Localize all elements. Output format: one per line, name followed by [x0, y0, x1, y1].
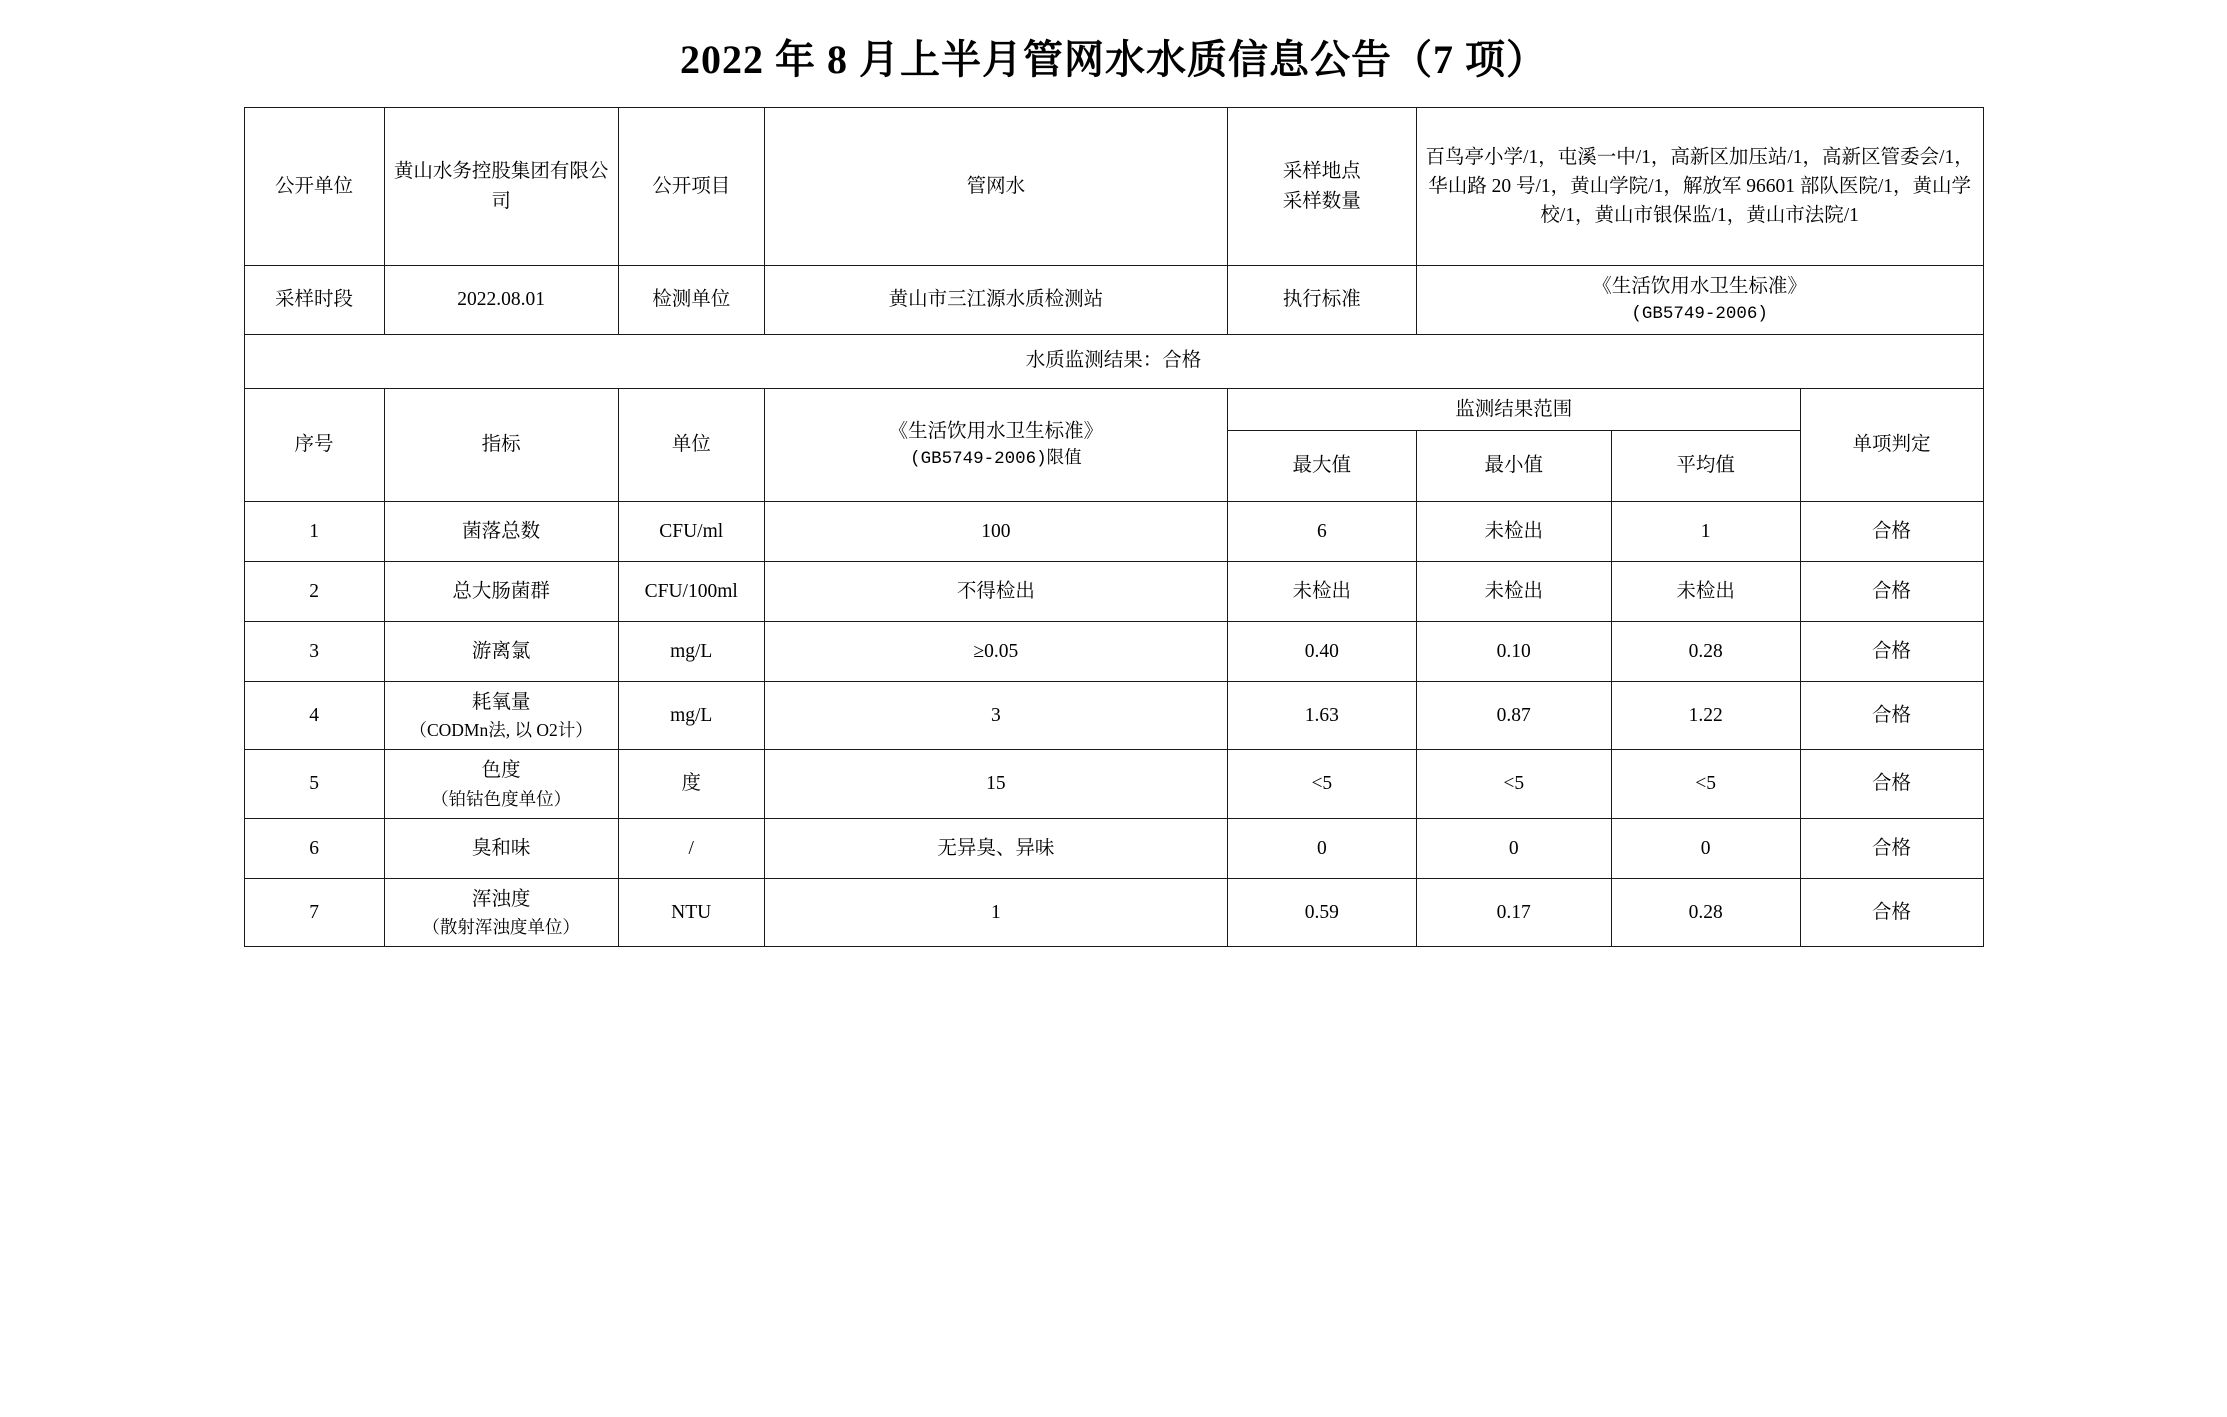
table-row: [244, 878, 1983, 947]
cell-indicator: [384, 878, 618, 947]
cell-indicator: 游离氯: [384, 621, 618, 681]
table-row: [244, 501, 1983, 561]
cell-indicator: [384, 681, 618, 750]
project-value: 管网水: [764, 108, 1227, 266]
cell-verdict: 合格: [1800, 621, 1983, 681]
sampling-site-label: [1227, 108, 1416, 266]
col-header-limit-line2: (GB5749-2006)限值: [910, 449, 1082, 470]
cell-verdict: 合格: [1800, 750, 1983, 819]
cell-avg: 未检出: [1611, 561, 1800, 621]
table-row: [244, 334, 1983, 388]
table-row: [244, 561, 1983, 621]
cell-index: 5: [244, 750, 384, 819]
cell-limit: 无异臭、异味: [764, 818, 1227, 878]
cell-min: <5: [1416, 750, 1611, 819]
discloser-value: 黄山水务控股集团有限公司: [384, 108, 618, 266]
cell-avg: 0: [1611, 818, 1800, 878]
cell-indicator-main: 浑浊度: [471, 888, 531, 910]
period-value: 2022.08.01: [384, 266, 618, 335]
cell-index: 4: [244, 681, 384, 750]
cell-min: 0.87: [1416, 681, 1611, 750]
col-header-limit-line1: 《生活饮用水卫生标准》: [888, 420, 1104, 442]
col-header-indicator: 指标: [384, 388, 618, 501]
table-row: [244, 621, 1983, 681]
cell-max: 1.63: [1227, 681, 1416, 750]
cell-limit: 100: [764, 501, 1227, 561]
cell-avg: 0.28: [1611, 878, 1800, 947]
cell-min: 未检出: [1416, 501, 1611, 561]
cell-limit: 1: [764, 878, 1227, 947]
cell-indicator-note: （CODMn法, 以 O2计）: [409, 720, 593, 740]
cell-max: 0.59: [1227, 878, 1416, 947]
cell-limit: 15: [764, 750, 1227, 819]
col-header-max: 最大值: [1227, 430, 1416, 501]
cell-verdict: 合格: [1800, 561, 1983, 621]
cell-verdict: 合格: [1800, 878, 1983, 947]
cell-min: 0.10: [1416, 621, 1611, 681]
discloser-label: 公开单位: [244, 108, 384, 266]
document-page: [0, 28, 2227, 1417]
cell-max: 0: [1227, 818, 1416, 878]
cell-min: 0.17: [1416, 878, 1611, 947]
cell-indicator-note: （铂钴色度单位）: [431, 788, 572, 809]
cell-limit: ≥0.05: [764, 621, 1227, 681]
lab-label: 检测单位: [618, 266, 764, 335]
table-row: [244, 108, 1983, 266]
table-row: [244, 681, 1983, 750]
col-header-range-group: 监测结果范围: [1227, 388, 1800, 430]
cell-verdict: 合格: [1800, 681, 1983, 750]
cell-index: 2: [244, 561, 384, 621]
standard-value-line1: 《生活饮用水卫生标准》: [1592, 276, 1807, 297]
col-header-index: 序号: [244, 388, 384, 501]
cell-verdict: 合格: [1800, 818, 1983, 878]
cell-indicator-note: （散射浑浊度单位）: [422, 917, 580, 937]
cell-avg: 1: [1611, 501, 1800, 561]
cell-unit: mg/L: [618, 621, 764, 681]
sampling-site-label-line2: 采样数量: [1282, 190, 1361, 212]
cell-max: 6: [1227, 501, 1416, 561]
cell-limit: 3: [764, 681, 1227, 750]
cell-max: 未检出: [1227, 561, 1416, 621]
sampling-site-label-line1: 采样地点: [1282, 161, 1361, 183]
page-title: 2022 年 8 月上半月管网水水质信息公告（7 项）: [680, 37, 1547, 82]
cell-min: 0: [1416, 818, 1611, 878]
table-header-row: [244, 388, 1983, 430]
standard-label: 执行标准: [1227, 266, 1416, 335]
cell-max: 0.40: [1227, 621, 1416, 681]
cell-min: 未检出: [1416, 561, 1611, 621]
cell-index: 1: [244, 501, 384, 561]
cell-unit: NTU: [618, 878, 764, 947]
cell-indicator: [384, 750, 618, 819]
report-table: [244, 107, 1984, 947]
cell-index: 3: [244, 621, 384, 681]
cell-avg: 1.22: [1611, 681, 1800, 750]
result-summary: 水质监测结果：合格: [244, 334, 1983, 388]
standard-value: [1416, 266, 1983, 335]
standard-value-line2: (GB5749-2006): [1631, 304, 1768, 325]
cell-index: 7: [244, 878, 384, 947]
col-header-avg: 平均值: [1611, 430, 1800, 501]
col-header-limit: [764, 388, 1227, 501]
cell-indicator-main: 耗氧量: [471, 691, 531, 713]
cell-max: <5: [1227, 750, 1416, 819]
cell-indicator: 臭和味: [384, 818, 618, 878]
cell-limit: 不得检出: [764, 561, 1227, 621]
cell-unit: 度: [618, 750, 764, 819]
cell-indicator: 菌落总数: [384, 501, 618, 561]
col-header-verdict: 单项判定: [1800, 388, 1983, 501]
col-header-min: 最小值: [1416, 430, 1611, 501]
table-row: [244, 266, 1983, 335]
cell-unit: CFU/ml: [618, 501, 764, 561]
cell-indicator-main: 色度: [481, 760, 521, 782]
table-row: [244, 818, 1983, 878]
cell-unit: CFU/100ml: [618, 561, 764, 621]
cell-indicator: 总大肠菌群: [384, 561, 618, 621]
table-row: [244, 750, 1983, 819]
period-label: 采样时段: [244, 266, 384, 335]
water-quality-report: [244, 107, 1984, 947]
cell-verdict: 合格: [1800, 501, 1983, 561]
cell-avg: 0.28: [1611, 621, 1800, 681]
project-label: 公开项目: [618, 108, 764, 266]
cell-index: 6: [244, 818, 384, 878]
col-header-unit: 单位: [618, 388, 764, 501]
cell-avg: <5: [1611, 750, 1800, 819]
cell-unit: /: [618, 818, 764, 878]
sampling-site-value: 百鸟亭小学/1，屯溪一中/1，高新区加压站/1，高新区管委会/1，华山路 20 号/1，黄山学院/1，解放军 96601 部队医院/1，黄山学校/1，黄山市银保监/1，黄山市法院/1: [1416, 108, 1983, 266]
lab-value: 黄山市三江源水质检测站: [764, 266, 1227, 335]
cell-unit: mg/L: [618, 681, 764, 750]
